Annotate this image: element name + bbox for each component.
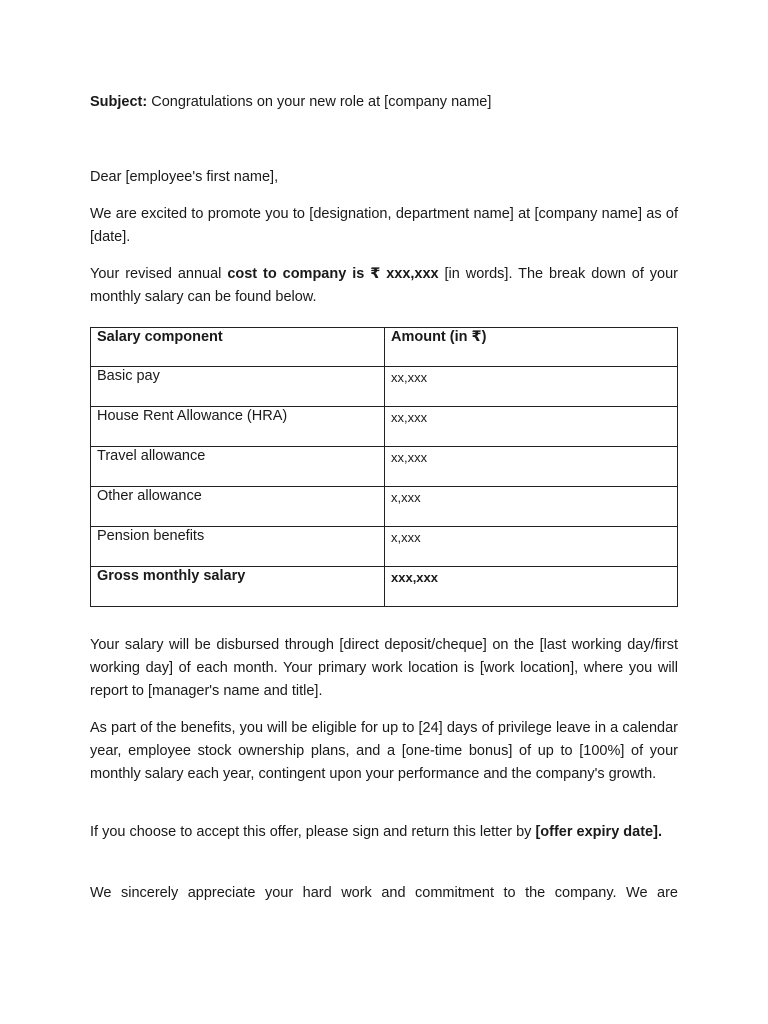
table-total-row [91,567,678,607]
ctc-paragraph [90,263,678,309]
accept-prefix: If you choose to accept this offer, please sign and return this letter by [90,824,536,840]
promotion-paragraph: We are excited to promote you to [designation, department name] at [company name] as of [date]. [90,206,678,245]
ctc-prefix: Your revised annual [90,266,228,282]
row-amount: x,xxx [385,487,678,527]
row-amount: xx,xxx [385,447,678,487]
benefits-paragraph: As part of the benefits, you will be eligible for up to [24] days of privilege leave in a calendar year, employee stock ownership plans, and a [one-time bonus] of up to [100%] of your monthly salary each year, contingent upon your performance and the company's growth. [90,720,678,782]
row-component: Other allowance [91,487,385,527]
accept-paragraph [90,821,678,844]
row-amount: xx,xxx [385,367,678,407]
greeting: Dear [employee's first name], [90,169,279,185]
salary-table [90,327,678,607]
row-amount: x,xxx [385,527,678,567]
row-amount: xx,xxx [385,407,678,447]
total-component: Gross monthly salary [91,567,385,607]
subject-label: Subject: [90,94,148,110]
table-row [91,487,678,527]
table-row [91,447,678,487]
ctc-suffix: [in words]. The break down of your monthly salary can be found below. [90,266,678,305]
row-component: Basic pay [91,367,385,407]
row-component: Travel allowance [91,447,385,487]
subject-text: Congratulations on your new role at [company name] [147,94,492,110]
accept-bold: [offer expiry date]. [535,824,662,840]
disbursement-paragraph: Your salary will be disbursed through [direct deposit/cheque] on the [last working day/first working day] of each month. Your primary work location is [work location], where you will report to [manager's name and title]. [90,637,678,699]
table-row [91,407,678,447]
header-amount: Amount (in ₹) [385,328,678,367]
table-row [91,367,678,407]
table-header-row [91,328,678,367]
closing-paragraph: We sincerely appreciate your hard work and commitment to the company. We are [90,885,678,901]
row-component: House Rent Allowance (HRA) [91,407,385,447]
header-salary-component: Salary component [91,328,385,367]
row-component: Pension benefits [91,527,385,567]
ctc-bold: cost to company is ₹ xxx,xxx [227,266,439,282]
table-row [91,527,678,567]
total-amount: xxx,xxx [385,567,678,607]
subject-line [90,91,678,114]
